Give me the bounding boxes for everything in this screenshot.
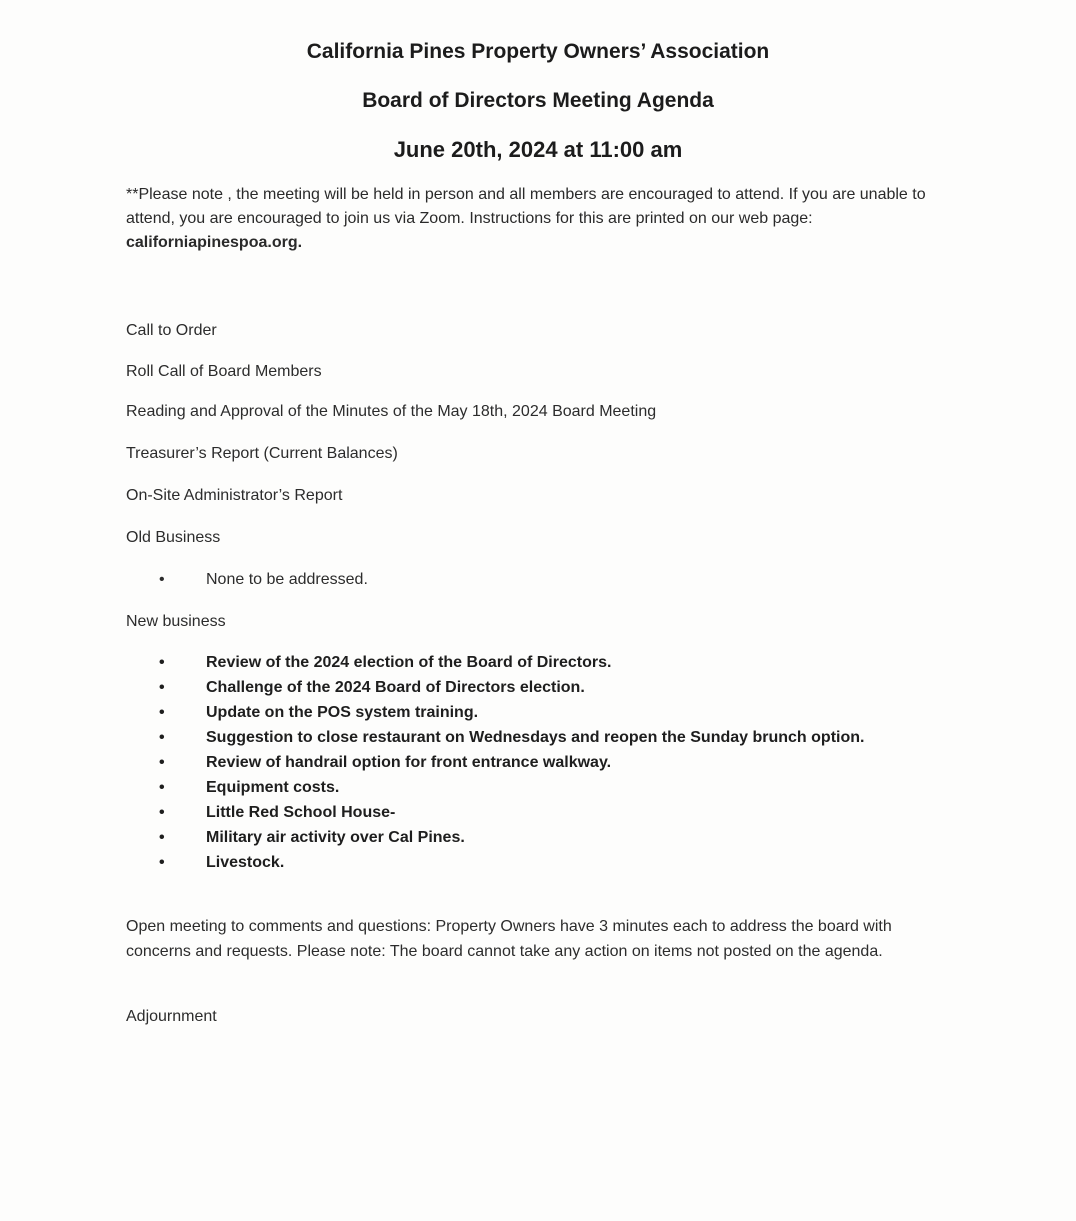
bullet-icon: •	[159, 704, 165, 721]
agenda-item-minutes: Reading and Approval of the Minutes of the May 18th, 2024 Board Meeting	[126, 403, 657, 420]
website-url: californiapinespoa.org.	[126, 234, 303, 251]
document-title: Board of Directors Meeting Agenda	[362, 89, 714, 112]
meeting-date: June 20th, 2024 at 11:00 am	[393, 137, 683, 162]
new-business-item: Equipment costs.	[206, 779, 340, 796]
bullet-icon: •	[159, 779, 165, 796]
new-business-item: Review of handrail option for front entrance walkway.	[206, 754, 612, 771]
bullet-icon: •	[159, 571, 165, 588]
agenda-item-new-business: New business	[126, 613, 226, 630]
agenda-item-adjournment: Adjournment	[126, 1008, 217, 1025]
new-business-item: Livestock.	[206, 854, 285, 871]
new-business-item: Suggestion to close restaurant on Wednesdays and reopen the Sunday brunch option.	[206, 729, 865, 746]
bullet-icon: •	[159, 729, 165, 746]
agenda-item-treasurer-report: Treasurer’s Report (Current Balances)	[126, 445, 398, 462]
bullet-icon: •	[159, 654, 165, 671]
agenda-item-open-comments: Open meeting to comments and questions: Property Owners have 3 minutes each to address the board with concerns and requests. Please note: The board cannot take any action on items not posted on the agenda.	[126, 918, 892, 960]
new-business-item: Challenge of the 2024 Board of Directors election.	[206, 679, 585, 696]
new-business-item: Military air activity over Cal Pines.	[206, 829, 465, 846]
bullet-icon: •	[159, 829, 165, 846]
meeting-note	[126, 183, 956, 255]
agenda-item-onsite-report: On-Site Administrator’s Report	[126, 487, 343, 504]
old-business-item: None to be addressed.	[206, 571, 368, 588]
bullet-icon: •	[159, 854, 165, 871]
meeting-note-text: **Please note , the meeting will be held in person and all members are encouraged to attend. If you are unable to attend, you are encouraged to join us via Zoom. Instructions for this are printed on our web page:	[126, 186, 926, 227]
bullet-icon: •	[159, 804, 165, 821]
agenda-item-roll-call: Roll Call of Board Members	[126, 363, 322, 380]
new-business-item: Review of the 2024 election of the Board of Directors.	[206, 654, 612, 671]
agenda-item-call-to-order: Call to Order	[126, 322, 217, 339]
agenda-item-old-business: Old Business	[126, 529, 221, 546]
new-business-item: Little Red School House-	[206, 804, 396, 821]
organization-heading: California Pines Property Owners’ Association	[306, 40, 770, 63]
bullet-icon: •	[159, 754, 165, 771]
new-business-item: Update on the POS system training.	[206, 704, 479, 721]
bullet-icon: •	[159, 679, 165, 696]
